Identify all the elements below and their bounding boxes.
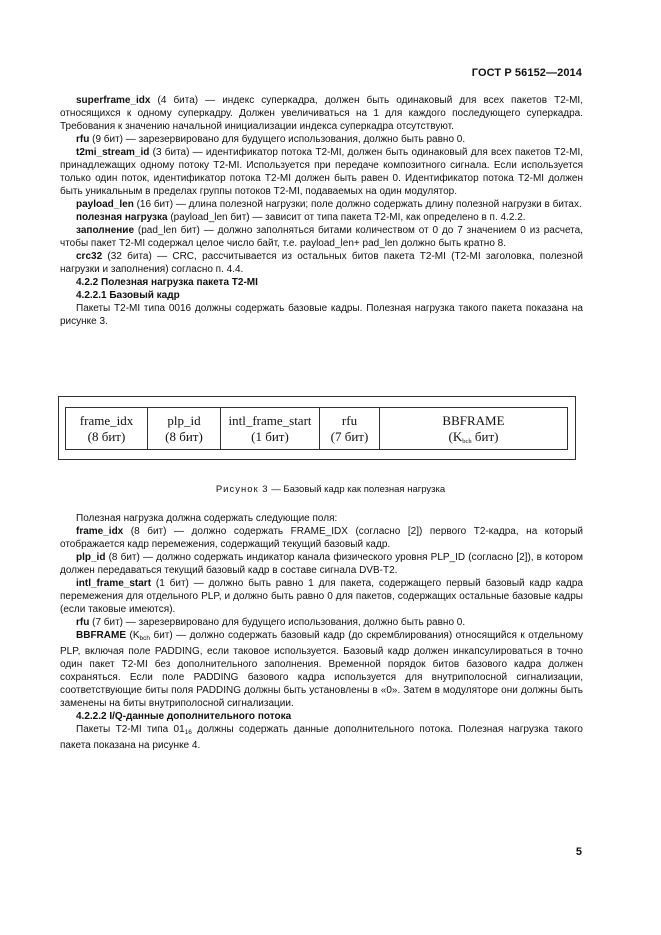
- paragraph-rfu: [60, 133, 583, 146]
- subsection-heading: 4.2.2.1 Базовый кадр: [76, 290, 180, 301]
- paragraph-bbframe-intro: Пакеты T2-MI типа 0016 должны содержать базовые кадры. Полезная нагрузка такого пакета показана на рисунке 3.: [60, 303, 583, 327]
- definition: (pad_len бит) — должно заполняться битами количеством от 0 до 7 значением 0 из расчета, чтобы пакет T2-MI содержал целое число байт, т.е. payload_len+ pad_len должно быть кратно 8.: [60, 225, 583, 249]
- field-size: (8 бит): [87, 429, 126, 444]
- term: rfu: [76, 617, 90, 628]
- term: BBFRAME: [76, 630, 126, 641]
- field-frame-idx: [66, 408, 148, 449]
- field-bbframe: [380, 408, 567, 449]
- paragraph-payload-len: [60, 198, 583, 211]
- definition-prefix: (K: [126, 630, 140, 641]
- field-name: BBFRAME: [442, 413, 505, 428]
- field-intl-frame-start: [221, 408, 320, 449]
- payload-structure-diagram: [65, 407, 568, 450]
- section-heading: 4.2.2 Полезная нагрузка пакета T2-MI: [76, 277, 258, 288]
- definition: (3 бита) — идентификатор потока T2-MI, должен быть одинаковый для всех пакетов T2-MI, принадлежащих одному потоку T2-MI. Используется при передаче композитного сигнала. Если используется только один поток, идентификатор потока T2-MI должен быть равен 0. Идентификатор потока T2-MI должен быть уникальным в пределах группы потоков T2-MI, подаваемых на один модулятор.: [60, 147, 583, 197]
- definition: (32 бита) — CRC, рассчитывается из остальных битов пакета T2-MI (T2-MI заголовка, полезной нагрузки и заполнения) согласно п. 4.4.: [60, 251, 583, 275]
- paragraph-iq-intro: [60, 723, 583, 752]
- term: superframe_idx: [76, 95, 151, 106]
- page-number: 5: [575, 846, 582, 858]
- paragraph-intl-frame-start: [60, 577, 583, 616]
- field-size: (1 бит): [251, 429, 289, 444]
- field-size: [380, 429, 567, 450]
- term: plp_id: [76, 552, 106, 563]
- field-name: rfu: [341, 413, 358, 428]
- text-block-2: [60, 512, 583, 752]
- field-rfu: [320, 408, 380, 449]
- paragraph-padding: [60, 224, 583, 250]
- size-prefix: (K: [448, 429, 463, 444]
- caption-label: Рисунок 3: [215, 484, 269, 495]
- paragraph-fields-intro: Полезная нагрузка должна содержать следующие поля:: [76, 513, 338, 524]
- paragraph-superframe-idx: [60, 94, 583, 133]
- field-size: (8 бит): [165, 429, 203, 444]
- text-suffix: должны содержать данные дополнительного потока. Полезная нагрузка такого пакета показана на рисунке 4.: [60, 724, 583, 751]
- paragraph-frame-idx: [60, 525, 583, 551]
- size-subscript: bch: [462, 438, 472, 445]
- subscript: 16: [184, 729, 192, 736]
- term: frame_idx: [76, 526, 124, 537]
- text-block-1: [60, 94, 583, 328]
- term: rfu: [76, 134, 90, 145]
- paragraph-rfu-2: [60, 616, 583, 629]
- subsection-heading-iq: 4.2.2.2 I/Q-данные дополнительного потока: [76, 711, 292, 722]
- definition: (4 бита) — индекс суперкадра, должен быть одинаковый для всех пакетов T2-MI, относящихся к одному суперкадру. Должен увеличиваться на 1 для каждого последующего суперкадра. Требования к значению начальной инициализации индекса суперкадра отсутствуют.: [60, 95, 583, 132]
- definition: (1 бит) — должно быть равно 1 для пакета, содержащего первый базовый кадр кадра перемежения для отдельного PLP, и должно быть равно 0 для пакетов, содержащих остальные базовые кадры (если таковые имеются).: [60, 578, 583, 615]
- paragraph-plp-id: [60, 551, 583, 577]
- paragraph-payload: [60, 211, 583, 224]
- subscript: bch: [139, 635, 150, 642]
- definition: бит) — должно содержать базовый кадр (до скремблирования) относящийся к отдельному PLP, включая поле PADDING, если таковое используется. Базовый кадр должен инкапсулироваться в точно один пакет T2-MI без дополнительного заполнения. Временной порядок битов базового кадра должен сохраняться. Если поле PADDING базового кадра используется для внутриполосной сигнализации, соответствующие биты поля PADDING должны быть установлены в «0». Затем в модуляторе они должны быть заменены на биты внутриполосной сигнализации.: [60, 630, 584, 709]
- definition: (9 бит) — зарезервировано для будущего использования, должно быть равно 0.: [89, 134, 466, 145]
- figure-caption: [0, 484, 661, 495]
- definition: (7 бит) — зарезервировано для будущего использования, должно быть равно 0.: [89, 617, 466, 628]
- definition: (8 бит) — должно содержать FRAME_IDX (согласно [2]) первого T2-кадра, на который отображается кадр перемежения, содержащий текущий базовый кадр.: [60, 526, 583, 550]
- field-plp-id: [148, 408, 221, 449]
- definition: (16 бит) — длина полезной нагрузки; поле должно содержать длину полезной нагрузки в битах.: [133, 199, 582, 210]
- term: intl_frame_start: [76, 578, 152, 589]
- paragraph-t2mi-stream-id: [60, 146, 583, 198]
- term: полезная нагрузка: [76, 212, 168, 223]
- term: crc32: [76, 251, 103, 262]
- field-name: intl_frame_start: [228, 413, 312, 428]
- field-name: plp_id: [167, 413, 201, 428]
- paragraph-bbframe: [60, 629, 583, 710]
- field-size: (7 бит): [330, 429, 369, 444]
- definition: (8 бит) — должно содержать индикатор канала физического уровня PLP_ID (согласно [2]), в котором должен передаваться текущий базовый кадр в составе сигнала DVB-T2.: [60, 552, 583, 576]
- term: t2mi_stream_id: [76, 147, 150, 158]
- size-suffix: бит): [471, 429, 499, 444]
- paragraph-crc32: [60, 250, 583, 276]
- text-prefix: Пакеты T2-MI типа 01: [76, 724, 185, 735]
- term: заполнение: [76, 225, 135, 236]
- term: payload_len: [76, 199, 134, 210]
- caption-text: — Базовый кадр как полезная нагрузка: [268, 484, 446, 495]
- definition: (payload_len бит) — зависит от типа пакета T2-MI, как определено в п. 4.2.2.: [167, 212, 526, 223]
- document-header: ГОСТ Р 56152—2014: [471, 67, 582, 79]
- field-name: frame_idx: [79, 413, 134, 428]
